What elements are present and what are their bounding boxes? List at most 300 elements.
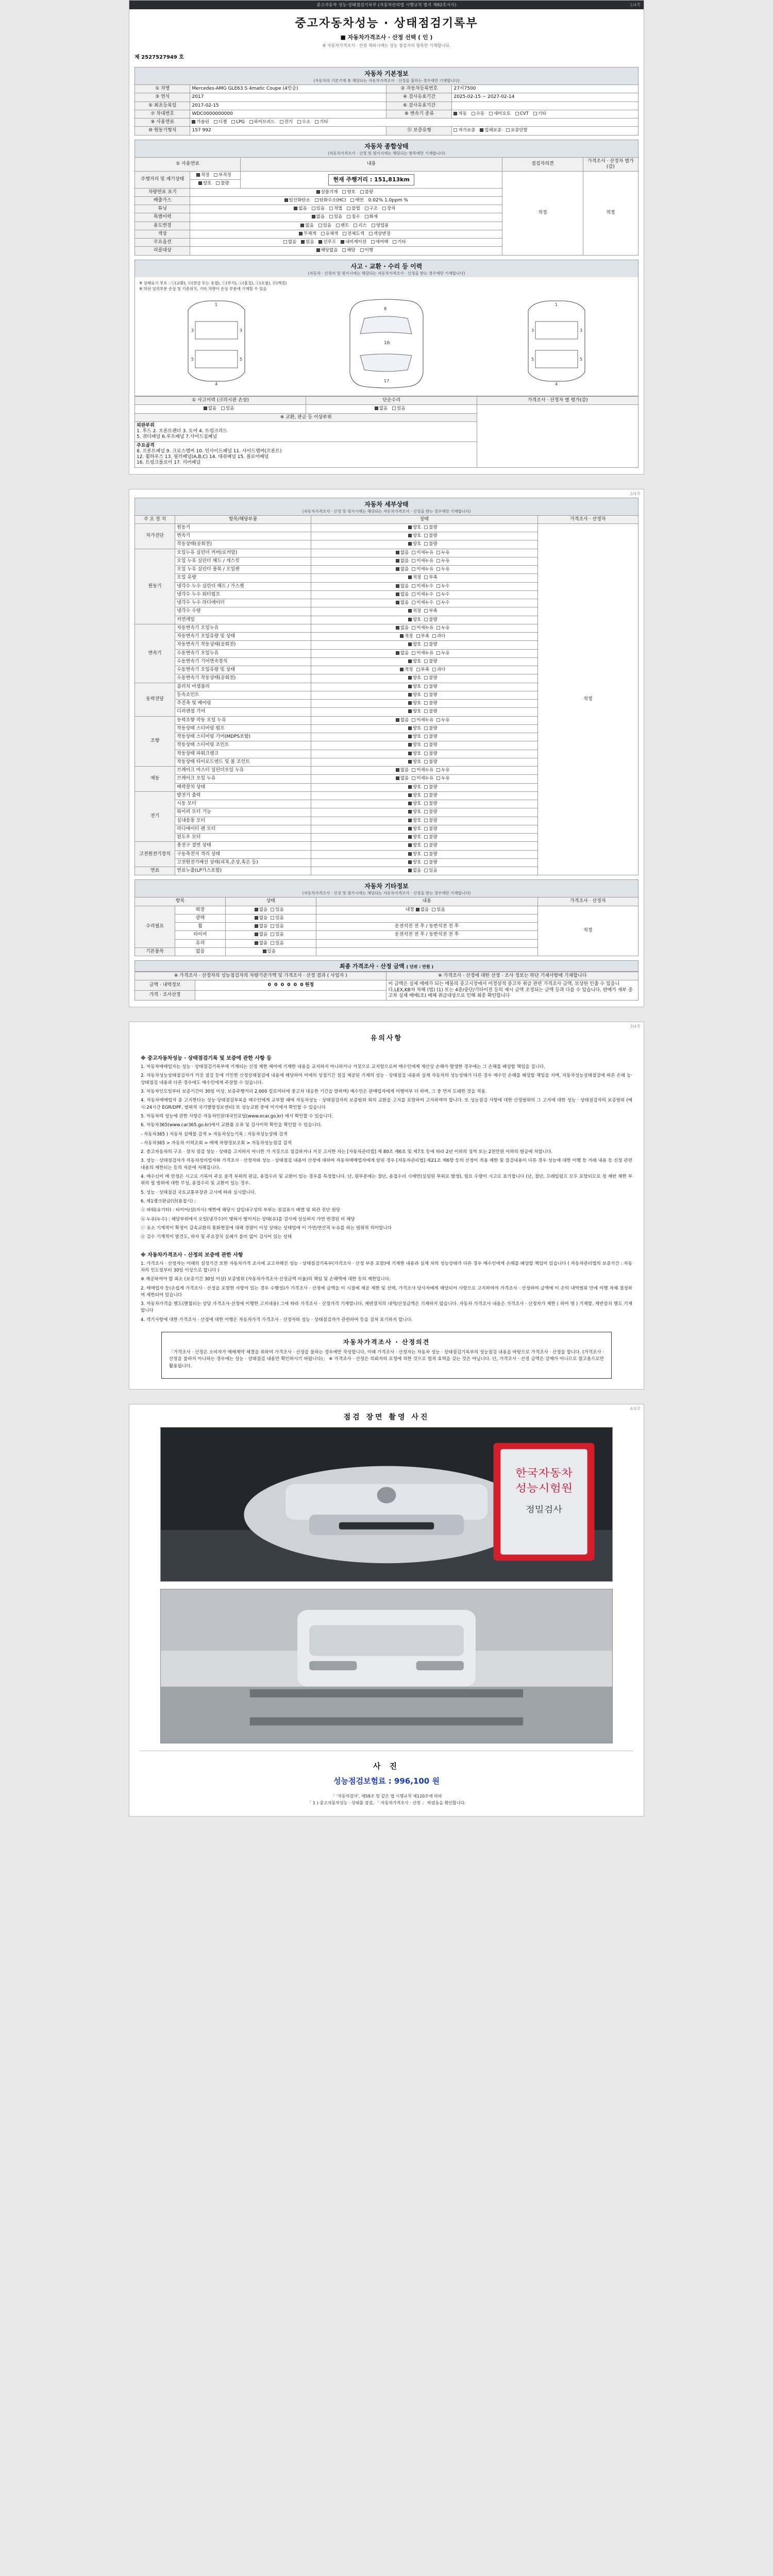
detail-state-option[interactable]: 누수 xyxy=(436,584,449,589)
detail-state-option[interactable]: 과다 xyxy=(432,634,445,639)
svg-text:8: 8 xyxy=(384,307,387,311)
detail-state-option[interactable]: 불량 xyxy=(424,860,437,866)
detail-state-option[interactable]: 불량 xyxy=(424,751,437,757)
checkbox-icon[interactable] xyxy=(396,584,399,588)
detail-state-option[interactable]: 누수 xyxy=(436,592,449,598)
checkbox-icon[interactable] xyxy=(412,559,415,563)
checkbox-icon[interactable] xyxy=(255,908,258,911)
checkbox-icon[interactable] xyxy=(408,659,412,663)
price-left-value-2 xyxy=(195,990,386,1000)
checkbox-icon[interactable] xyxy=(408,860,412,864)
detail-state-option[interactable]: 양호 xyxy=(408,709,421,715)
checkbox-icon[interactable] xyxy=(424,659,428,663)
detail-col-2: 상태 xyxy=(311,515,537,523)
checkbox-icon[interactable] xyxy=(436,626,440,630)
checkbox-icon[interactable] xyxy=(436,551,440,554)
detail-state-option[interactable]: 미세누수 xyxy=(412,600,433,606)
etc-state-option[interactable]: 없음 xyxy=(255,907,267,913)
checkbox-icon[interactable] xyxy=(408,642,412,646)
checkbox-icon[interactable] xyxy=(365,215,368,218)
checkbox-icon[interactable] xyxy=(271,916,274,920)
checkbox-icon[interactable] xyxy=(424,575,428,579)
detail-state-option[interactable]: 불량 xyxy=(424,541,437,547)
checkbox-icon[interactable] xyxy=(424,810,428,814)
detail-state-option[interactable]: 있음 xyxy=(424,868,437,874)
detail-state-option[interactable]: 양호 xyxy=(408,785,421,790)
trans-opt-3[interactable]: CVT xyxy=(515,111,529,117)
checkbox-icon[interactable] xyxy=(221,406,225,410)
checkbox-icon[interactable] xyxy=(294,207,297,210)
checkbox-icon[interactable] xyxy=(315,198,318,202)
checkbox-icon[interactable] xyxy=(408,709,412,713)
checkbox-icon[interactable] xyxy=(416,908,419,911)
checkbox-icon[interactable] xyxy=(436,601,440,604)
checkbox-icon[interactable] xyxy=(424,735,428,738)
checkbox-icon[interactable] xyxy=(424,709,428,713)
detail-state-option[interactable]: 누유 xyxy=(436,558,449,564)
detail-state-option[interactable]: 양호 xyxy=(408,525,421,531)
detail-state-option[interactable]: 불량 xyxy=(424,793,437,799)
checkbox-icon[interactable] xyxy=(436,584,440,588)
checkbox-icon[interactable] xyxy=(371,240,375,244)
checkbox-icon[interactable] xyxy=(318,240,322,244)
warranty-opt-2[interactable]: 보증안함 xyxy=(506,128,528,133)
checkbox-icon[interactable] xyxy=(408,743,412,747)
fuel-opt-1[interactable]: 디젤 xyxy=(214,120,227,125)
checkbox-icon[interactable] xyxy=(424,542,428,546)
checkbox-icon[interactable] xyxy=(412,626,415,630)
detail-state-option[interactable]: 미세누유 xyxy=(412,625,433,631)
detail-state-option[interactable]: 미세누유 xyxy=(412,567,433,572)
detail-state-option[interactable]: 없음 xyxy=(396,558,409,564)
detail-state-option[interactable]: 양호 xyxy=(408,793,421,799)
detail-state-option[interactable]: 불량 xyxy=(424,843,437,849)
checkbox-icon[interactable] xyxy=(424,526,428,529)
checkbox-icon[interactable] xyxy=(316,190,320,194)
checkbox-icon[interactable] xyxy=(408,618,412,621)
checkbox-icon[interactable] xyxy=(436,768,440,772)
detail-state-option[interactable]: 불량 xyxy=(424,701,437,706)
checkbox-icon[interactable] xyxy=(343,232,346,235)
detail-state-option[interactable]: 양호 xyxy=(408,843,421,849)
checkbox-icon[interactable] xyxy=(472,112,475,115)
checkbox-icon[interactable] xyxy=(506,128,510,132)
checkbox-icon[interactable] xyxy=(515,112,519,115)
checkbox-icon[interactable] xyxy=(424,693,428,697)
detail-state-option[interactable]: 적정 xyxy=(408,575,421,581)
checkbox-icon[interactable] xyxy=(271,933,274,936)
checkbox-icon[interactable] xyxy=(408,676,412,680)
detail-state-option[interactable]: 없음 xyxy=(396,600,409,606)
checkbox-icon[interactable] xyxy=(284,198,288,202)
detail-state-option[interactable]: 양호 xyxy=(408,617,421,623)
checkbox-icon[interactable] xyxy=(400,668,404,671)
detail-state-option[interactable]: 양호 xyxy=(408,734,421,740)
detail-state-option[interactable]: 미세누수 xyxy=(412,584,433,589)
detail-state-option[interactable]: 부족 xyxy=(424,575,437,581)
detail-state-option[interactable]: 불량 xyxy=(424,818,437,824)
detail-state-option[interactable]: 없음 xyxy=(396,776,409,782)
svg-text:4: 4 xyxy=(555,382,558,386)
detail-state-option[interactable]: 미세누유 xyxy=(412,558,433,564)
checkbox-icon[interactable] xyxy=(396,592,399,596)
detail-state-option[interactable]: 양호 xyxy=(408,809,421,815)
checkbox-icon[interactable] xyxy=(396,776,399,780)
checkbox-icon[interactable] xyxy=(316,248,320,252)
detail-state-option[interactable]: 없음 xyxy=(396,651,409,656)
checkbox-icon[interactable] xyxy=(372,224,375,227)
detail-state-option[interactable]: 양호 xyxy=(408,852,421,857)
detail-state-option[interactable]: 없음 xyxy=(396,567,409,572)
checkbox-icon[interactable] xyxy=(424,827,428,831)
checkbox-icon[interactable] xyxy=(271,908,274,911)
etc-state-option-2[interactable]: 있음 xyxy=(432,907,445,913)
detail-state-option[interactable]: 미세누수 xyxy=(412,592,433,598)
checkbox-icon[interactable] xyxy=(263,950,266,953)
checkbox-icon[interactable] xyxy=(396,551,399,554)
checkbox-icon[interactable] xyxy=(432,908,435,911)
checkbox-icon[interactable] xyxy=(533,112,537,115)
checkbox-icon[interactable] xyxy=(204,406,207,410)
detail-state-option[interactable]: 누유 xyxy=(436,768,449,773)
checkbox-icon[interactable] xyxy=(412,718,415,722)
checkbox-icon[interactable] xyxy=(424,642,428,646)
checkbox-icon[interactable] xyxy=(424,793,428,797)
detail-state-option[interactable]: 양호 xyxy=(408,751,421,757)
checkbox-icon[interactable] xyxy=(214,120,217,124)
checkbox-icon[interactable] xyxy=(312,215,315,218)
warranty-opt-0[interactable]: 자가보증 xyxy=(453,128,475,133)
checkbox-icon[interactable] xyxy=(412,768,415,772)
checkbox-icon[interactable] xyxy=(315,120,318,124)
checkbox-icon[interactable] xyxy=(408,810,412,814)
detail-state-option[interactable]: 누유 xyxy=(436,718,449,723)
detail-state-option[interactable]: 불량 xyxy=(424,617,437,623)
etc-state-option[interactable]: 있음 xyxy=(271,941,283,946)
fuel-opt-3[interactable]: 하이브리드 xyxy=(249,120,275,125)
checkbox-icon[interactable] xyxy=(329,207,333,210)
overall-appraiser: 적정 xyxy=(583,172,638,256)
checkbox-icon[interactable] xyxy=(453,128,457,132)
detail-state-option[interactable]: 양호 xyxy=(408,826,421,832)
checkbox-icon[interactable] xyxy=(424,609,428,613)
detail-state-option[interactable]: 없음 xyxy=(408,868,421,874)
checkbox-icon[interactable] xyxy=(424,843,428,847)
checkbox-icon[interactable] xyxy=(436,651,440,655)
detail-state-option[interactable]: 없음 xyxy=(396,625,409,631)
checkbox-icon[interactable] xyxy=(408,802,412,805)
checkbox-icon[interactable] xyxy=(360,248,364,252)
checkbox-icon[interactable] xyxy=(283,240,287,244)
checkbox-icon[interactable] xyxy=(342,248,346,252)
checkbox-icon[interactable] xyxy=(255,924,258,928)
etc-state-option-2[interactable]: 없음 xyxy=(416,907,429,913)
checkbox-icon[interactable] xyxy=(375,406,378,410)
checkbox-icon[interactable] xyxy=(424,860,428,864)
etc-state-option[interactable]: 없음 xyxy=(255,916,267,921)
checkbox-icon[interactable] xyxy=(424,618,428,621)
detail-state-option[interactable]: 양호 xyxy=(408,684,421,690)
detail-state-option[interactable]: 미세누유 xyxy=(412,651,433,656)
checkbox-icon[interactable] xyxy=(453,112,457,115)
checkbox-icon[interactable] xyxy=(412,567,415,571)
checkbox-icon[interactable] xyxy=(408,752,412,755)
checkbox-icon[interactable] xyxy=(424,752,428,755)
detail-state-option[interactable]: 부족 xyxy=(416,634,429,639)
detail-state-option[interactable]: 불량 xyxy=(424,826,437,832)
checkbox-icon[interactable] xyxy=(480,128,483,132)
checkbox-icon[interactable] xyxy=(255,916,258,920)
fuel-opt-6[interactable]: 기타 xyxy=(315,120,328,125)
checkbox-icon[interactable] xyxy=(424,819,428,822)
checkbox-icon[interactable] xyxy=(360,190,364,194)
checkbox-icon[interactable] xyxy=(412,651,415,655)
detail-state-option[interactable]: 불량 xyxy=(424,709,437,715)
detail-state-option[interactable]: 불량 xyxy=(424,525,437,531)
checkbox-icon[interactable] xyxy=(436,567,440,571)
detail-state-option[interactable]: 양호 xyxy=(408,726,421,732)
checkbox-icon[interactable] xyxy=(424,743,428,747)
detail-state-option[interactable]: 적정 xyxy=(400,634,413,639)
checkbox-icon[interactable] xyxy=(412,776,415,780)
detail-state-option[interactable]: 없음 xyxy=(396,718,409,723)
checkbox-icon[interactable] xyxy=(412,551,415,554)
detail-state-option[interactable]: 양호 xyxy=(408,541,421,547)
detail-state-option[interactable]: 불량 xyxy=(424,675,437,681)
detail-state-option[interactable]: 미세누유 xyxy=(412,776,433,782)
trans-opt-0[interactable]: 자동 xyxy=(453,111,466,117)
checkbox-icon[interactable] xyxy=(396,651,399,655)
checkbox-icon[interactable] xyxy=(424,869,428,872)
checkbox-icon[interactable] xyxy=(424,785,428,789)
etc-state-option[interactable]: 없음 xyxy=(255,924,267,929)
checkbox-icon[interactable] xyxy=(396,559,399,563)
detail-state-option[interactable]: 양호 xyxy=(408,675,421,681)
checkbox-icon[interactable] xyxy=(408,534,412,537)
detail-state-option[interactable]: 적정 xyxy=(400,667,413,673)
checkbox-icon[interactable] xyxy=(365,207,368,210)
trans-opt-4[interactable]: 기타 xyxy=(533,111,546,117)
detail-state-option[interactable]: 누유 xyxy=(436,625,449,631)
detail-state-option[interactable]: 불량 xyxy=(424,659,437,665)
checkbox-icon[interactable] xyxy=(350,198,354,202)
detail-state-option[interactable]: 불량 xyxy=(424,759,437,765)
detail-state-option[interactable]: 불량 xyxy=(424,852,437,857)
etc-state-option[interactable]: 있음 xyxy=(271,924,283,929)
detail-state-option[interactable]: 미세누유 xyxy=(412,768,433,773)
checkbox-icon[interactable] xyxy=(408,869,412,872)
detail-state-option[interactable]: 양호 xyxy=(408,801,421,807)
detail-state-option[interactable]: 양호 xyxy=(408,692,421,698)
checkbox-icon[interactable] xyxy=(408,843,412,847)
overall-row-value-5: 없음 있음 침수 화재 xyxy=(190,213,502,222)
detail-state-option[interactable]: 부족 xyxy=(416,667,429,673)
checkbox-icon[interactable] xyxy=(408,760,412,764)
checkbox-icon[interactable] xyxy=(392,406,396,410)
checkbox-icon[interactable] xyxy=(408,526,412,529)
detail-state-option[interactable]: 양호 xyxy=(408,860,421,866)
checkbox-icon[interactable] xyxy=(436,718,440,722)
checkbox-icon[interactable] xyxy=(424,534,428,537)
etc-state-option[interactable]: 없음 xyxy=(255,932,267,938)
etc-state-option[interactable]: 있음 xyxy=(263,949,276,955)
checkbox-icon[interactable] xyxy=(312,207,315,210)
fuel-opt-5[interactable]: 수소 xyxy=(297,120,310,125)
detail-state-option[interactable]: 부족 xyxy=(424,608,437,614)
checkbox-icon[interactable] xyxy=(424,726,428,730)
checkbox-icon[interactable] xyxy=(231,120,235,124)
checkbox-icon[interactable] xyxy=(192,120,195,124)
detail-state-option[interactable]: 불량 xyxy=(424,742,437,748)
checkbox-icon[interactable] xyxy=(424,852,428,856)
checkbox-icon[interactable] xyxy=(408,575,412,579)
checkbox-icon[interactable] xyxy=(347,215,350,218)
checkbox-icon[interactable] xyxy=(321,232,325,235)
detail-state-option[interactable]: 불량 xyxy=(424,726,437,732)
etc-state-option[interactable]: 있음 xyxy=(271,916,283,921)
checkbox-icon[interactable] xyxy=(436,559,440,563)
checkbox-icon[interactable] xyxy=(424,701,428,705)
detail-state-option[interactable]: 미세누유 xyxy=(412,718,433,723)
detail-state-option[interactable]: 누수 xyxy=(436,600,449,606)
checkbox-icon[interactable] xyxy=(432,634,436,638)
detail-state-option[interactable]: 불량 xyxy=(424,785,437,790)
checkbox-icon[interactable] xyxy=(396,718,399,722)
checkbox-icon[interactable] xyxy=(396,601,399,604)
checkbox-icon[interactable] xyxy=(271,924,274,928)
checkbox-icon[interactable] xyxy=(408,785,412,789)
detail-state-option[interactable]: 불량 xyxy=(424,734,437,740)
checkbox-icon[interactable] xyxy=(408,701,412,705)
trans-opt-2[interactable]: 세미오토 xyxy=(489,111,511,117)
checkbox-icon[interactable] xyxy=(301,240,305,244)
detail-state-option[interactable]: 불량 xyxy=(424,684,437,690)
detail-state-option[interactable]: 없음 xyxy=(396,550,409,556)
checkbox-icon[interactable] xyxy=(424,802,428,805)
fuel-opt-0[interactable]: 가솔린 xyxy=(192,120,209,125)
warranty-opt-1[interactable]: 업체보증 xyxy=(480,128,501,133)
checkbox-icon[interactable] xyxy=(424,685,428,688)
detail-state-option[interactable]: 없음 xyxy=(396,592,409,598)
detail-state-option[interactable]: 양호 xyxy=(408,701,421,706)
detail-state-option[interactable]: 적정 xyxy=(408,608,421,614)
checkbox-icon[interactable] xyxy=(408,793,412,797)
checkbox-icon[interactable] xyxy=(436,592,440,596)
detail-state-option[interactable]: 양호 xyxy=(408,835,421,840)
checkbox-icon[interactable] xyxy=(396,567,399,571)
checkbox-icon[interactable] xyxy=(416,634,420,638)
detail-state-option[interactable]: 없음 xyxy=(396,584,409,589)
checkbox-icon[interactable] xyxy=(196,173,200,177)
checkbox-icon[interactable] xyxy=(424,760,428,764)
checkbox-icon[interactable] xyxy=(396,768,399,772)
checkbox-icon[interactable] xyxy=(336,224,340,227)
detail-state-option[interactable]: 누유 xyxy=(436,776,449,782)
checkbox-icon[interactable] xyxy=(300,224,304,227)
checkbox-icon[interactable] xyxy=(400,634,404,638)
checkbox-icon[interactable] xyxy=(408,685,412,688)
checkbox-icon[interactable] xyxy=(408,827,412,831)
trans-opt-1[interactable]: 수동 xyxy=(472,111,484,117)
checkbox-icon[interactable] xyxy=(408,835,412,839)
checkbox-icon[interactable] xyxy=(436,776,440,780)
fuel-opt-2[interactable]: LPG xyxy=(231,120,244,125)
checkbox-icon[interactable] xyxy=(369,232,373,235)
checkbox-icon[interactable] xyxy=(347,207,350,210)
checkbox-icon[interactable] xyxy=(216,181,220,185)
checkbox-icon[interactable] xyxy=(396,626,399,630)
detail-state-option[interactable]: 없음 xyxy=(396,768,409,773)
checkbox-icon[interactable] xyxy=(198,181,202,185)
detail-state-option[interactable]: 양호 xyxy=(408,759,421,765)
checkbox-icon[interactable] xyxy=(408,735,412,738)
detail-state-option[interactable]: 양호 xyxy=(408,742,421,748)
checkbox-icon[interactable] xyxy=(432,668,436,671)
detail-state-option[interactable]: 불량 xyxy=(424,801,437,807)
detail-state-option[interactable]: 양호 xyxy=(408,642,421,648)
checkbox-icon[interactable] xyxy=(408,609,412,613)
detail-state-option[interactable]: 양호 xyxy=(408,533,421,539)
checkbox-icon[interactable] xyxy=(412,584,415,588)
checkbox-icon[interactable] xyxy=(412,601,415,604)
detail-state-option[interactable]: 과다 xyxy=(432,667,445,673)
detail-state-option[interactable]: 누유 xyxy=(436,550,449,556)
checkbox-icon[interactable] xyxy=(489,112,493,115)
detail-state-option[interactable]: 불량 xyxy=(424,835,437,840)
detail-state-option[interactable]: 양호 xyxy=(408,659,421,665)
checkbox-icon[interactable] xyxy=(297,120,301,124)
detail-state-option[interactable]: 누유 xyxy=(436,651,449,656)
detail-state-option[interactable]: 미세누유 xyxy=(412,550,433,556)
detail-state-option[interactable]: 불량 xyxy=(424,809,437,815)
checkbox-icon[interactable] xyxy=(412,592,415,596)
checkbox-icon[interactable] xyxy=(408,693,412,697)
checkbox-icon[interactable] xyxy=(280,120,283,124)
etc-state-option[interactable]: 있음 xyxy=(271,932,283,938)
etc-state-option[interactable]: 없음 xyxy=(255,941,267,946)
checkbox-icon[interactable] xyxy=(408,542,412,546)
declaration-title: 자동차가격조사 · 산정의견 xyxy=(343,1338,430,1346)
detail-state-option[interactable]: 불량 xyxy=(424,533,437,539)
checkbox-icon[interactable] xyxy=(424,835,428,839)
detail-state-option[interactable]: 불량 xyxy=(424,692,437,698)
detail-state-option[interactable]: 양호 xyxy=(408,818,421,824)
checkbox-icon[interactable] xyxy=(249,120,253,124)
checkbox-icon[interactable] xyxy=(318,224,322,227)
svg-text:5: 5 xyxy=(580,357,583,362)
checkbox-icon[interactable] xyxy=(382,207,386,210)
etc-state-option[interactable]: 있음 xyxy=(271,907,283,913)
checkbox-icon[interactable] xyxy=(424,676,428,680)
checkbox-icon[interactable] xyxy=(408,819,412,822)
checkbox-icon[interactable] xyxy=(271,941,274,945)
checkbox-icon[interactable] xyxy=(342,190,346,194)
checkbox-icon[interactable] xyxy=(255,941,258,945)
detail-state-option[interactable]: 누유 xyxy=(436,567,449,572)
checkbox-icon[interactable] xyxy=(255,933,258,936)
checkbox-icon[interactable] xyxy=(214,173,217,177)
checkbox-icon[interactable] xyxy=(329,215,333,218)
checkbox-icon[interactable] xyxy=(416,668,420,671)
fuel-opt-4[interactable]: 전기 xyxy=(280,120,293,125)
checkbox-icon[interactable] xyxy=(341,240,344,244)
checkbox-icon[interactable] xyxy=(393,240,396,244)
checkbox-icon[interactable] xyxy=(408,852,412,856)
checkbox-icon[interactable] xyxy=(354,224,357,227)
checkbox-icon[interactable] xyxy=(408,726,412,730)
detail-state-option[interactable]: 불량 xyxy=(424,642,437,648)
checkbox-icon[interactable] xyxy=(299,232,303,235)
